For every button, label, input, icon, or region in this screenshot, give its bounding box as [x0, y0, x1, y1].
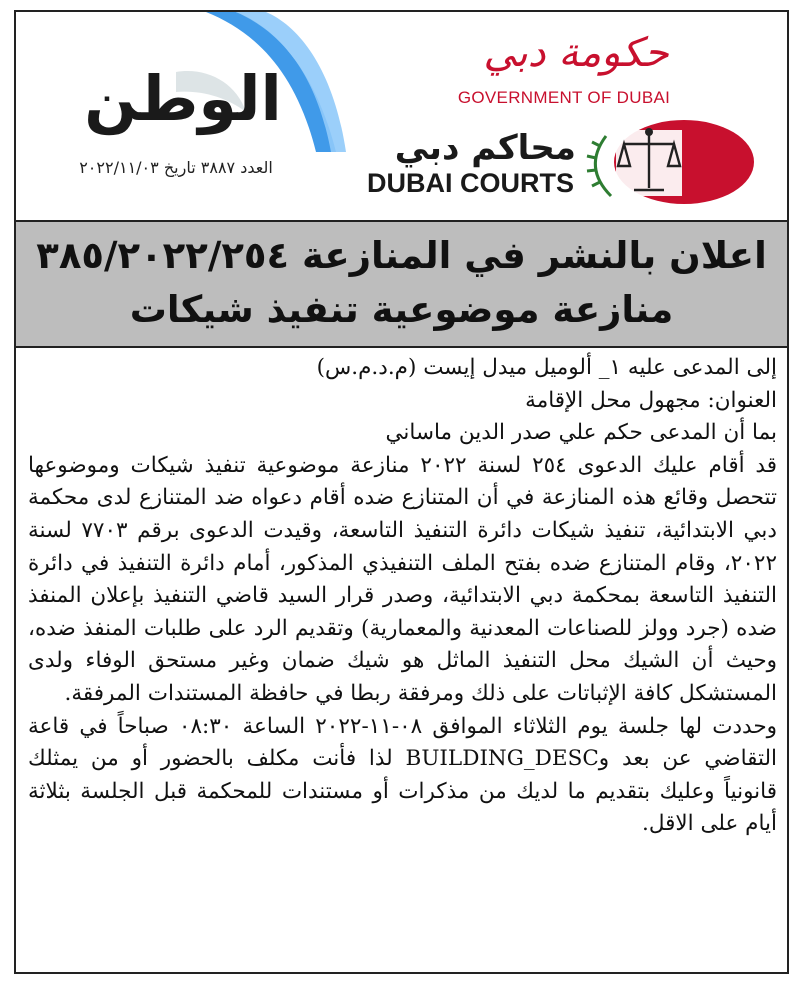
- case-paragraph: قد أقام عليك الدعوى ٢٥٤ لسنة ٢٠٢٢ منازعة موضوعية تنفيذ شيكات وموضوعها تتحصل وقائع هذه المنازعة في أن المتنازع ضده أقام دعواه ضد المتنازع لدى محكمة دبي الابتدائية، تنفيذ شيكات دائرة التنفيذ التاسعة، وقيدت الدعوى برقم ٧٧٠٣ لسنة ٢٠٢٢، وقام المتنازع ضده بفتح الملف التنفيذي المذكور، أمام دائرة التنفيذ في دائرة التنفيذ التاسعة بمحكمة دبي الابتدائية، وصدر قرار السيد قاضي التنفيذ بإعلان المنفذ ضده (جرد وولز للصناعات المعدنية والمعمارية) وتقديم الرد على طلبات المنفذ ضده، وحيث أن الشيك محل التنفيذ الماثل هو شيك ضمان وغير مستحق الوفاء ولدى المستشكل كافة الإثباتات على ذلك ومرفقة ربطا في حافظة المستندات المرفقة.: [28, 452, 777, 706]
- intro-line: بما أن المدعى حكم علي صدر الدين ماساني: [385, 420, 777, 446]
- dubai-courts-emblem: [576, 116, 756, 208]
- address-line: العنوان: مجهول محل الإقامة: [525, 387, 777, 413]
- title-line-1: اعلان بالنشر في المنازعة ٣٨٥/٢٠٢٢/٢٥٤: [36, 234, 767, 277]
- issue-line: العدد ٣٨٨٧ تاريخ ٢٠٢٢/١١/٠٣: [79, 158, 273, 177]
- government-english: GOVERNMENT OF DUBAI: [457, 88, 671, 107]
- courts-english: DUBAI COURTS: [367, 168, 574, 198]
- announcement-frame: [14, 10, 789, 974]
- title-band: [16, 220, 787, 348]
- defendant-line: إلى المدعى عليه ١_ ألوميل ميدل إيست (م.د.م.س): [316, 355, 777, 380]
- header: [16, 12, 787, 220]
- courts-arabic: محاكم دبي: [394, 128, 576, 168]
- hearing-paragraph: وحددت لها جلسة يوم الثلاثاء الموافق ٠٨-١١-٢٠٢٢ الساعة ٠٨:٣٠ صباحاً في قاعة التقاضي عن بعد وBUILDING_DESC لذا فأنت مكلف بالحضور أو من يمثلك قانونياً وعليك بتقديم ما لديك من مذكرات أو مستندات للمحكمة قبل الجلسة بثلاثة أيام على الاقل.: [28, 713, 778, 837]
- government-arabic: حكومة دبي: [483, 30, 669, 76]
- title-line-2: منازعة موضوعية تنفيذ شيكات: [129, 288, 674, 331]
- announcement-body: [28, 352, 777, 841]
- newspaper-name: الوطن: [84, 62, 282, 135]
